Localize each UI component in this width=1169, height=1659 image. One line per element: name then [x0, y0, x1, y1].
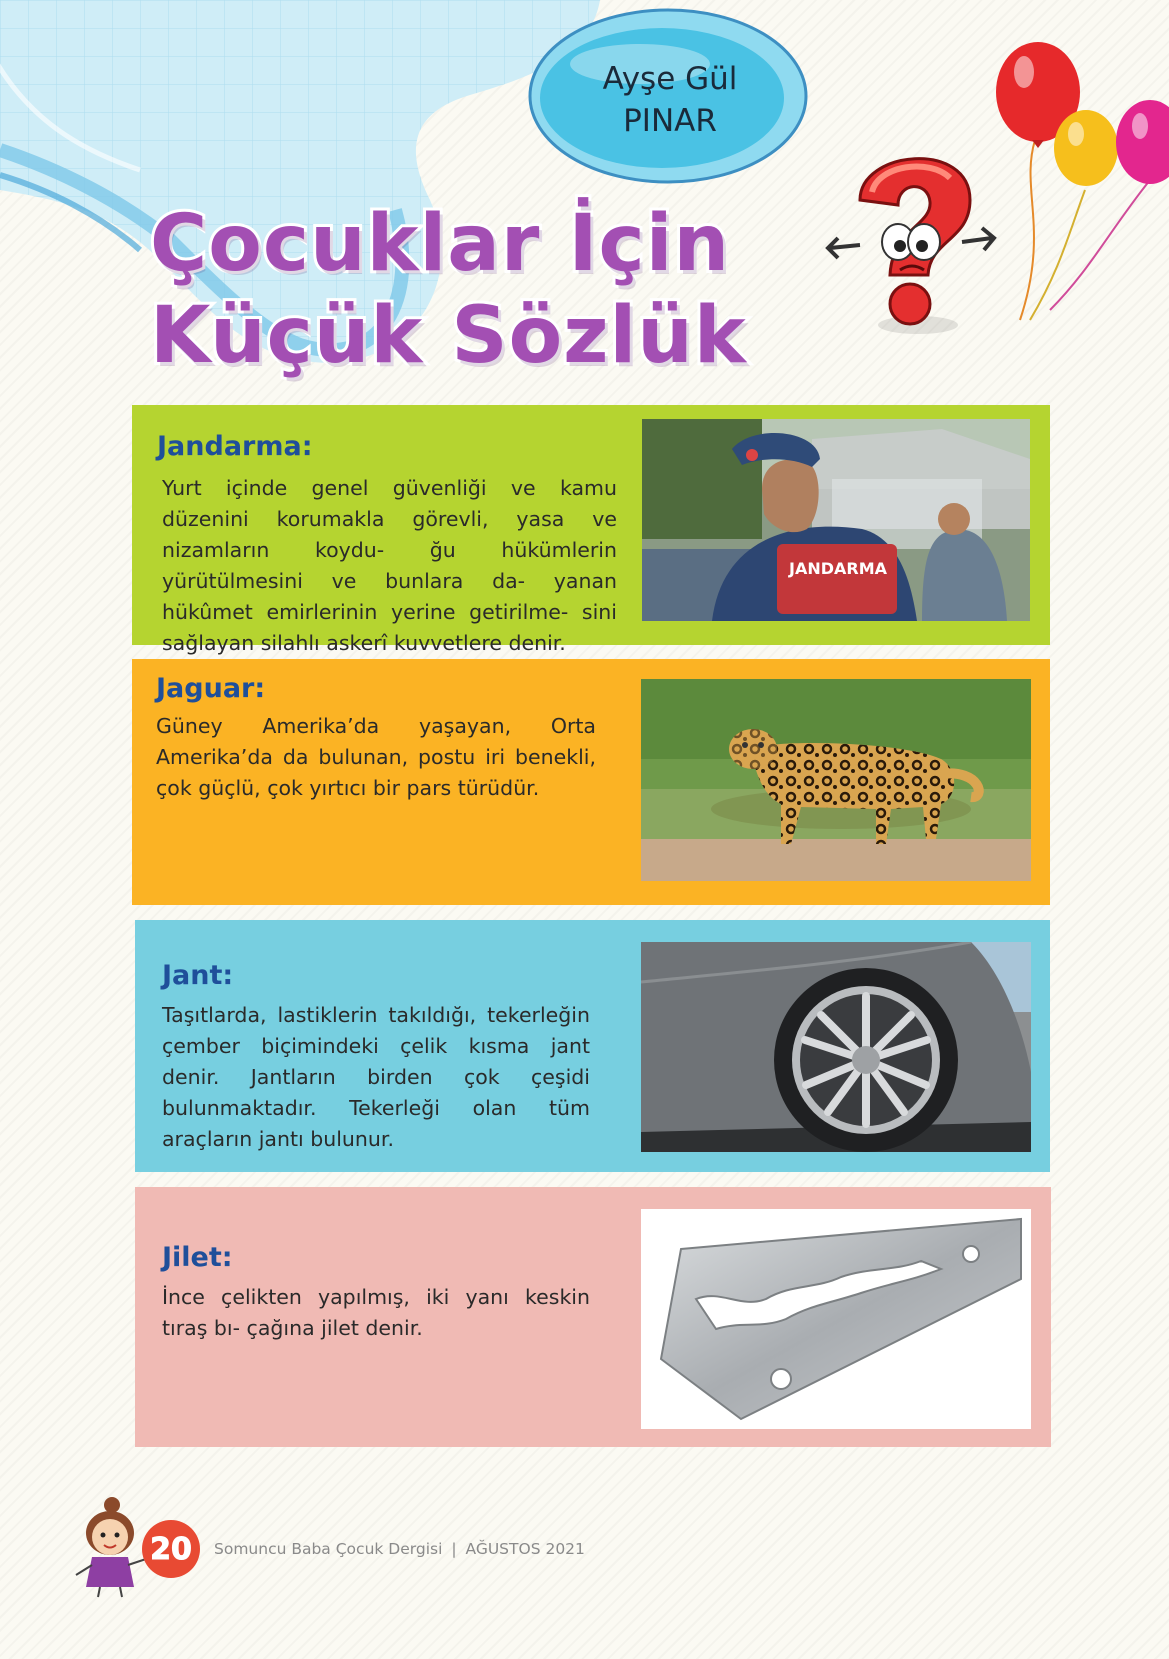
entry-definition: İnce çelikten yapılmış, iki yanı keskin tıraş bı- çağına jilet denir. [162, 1285, 590, 1340]
vest-label: JANDARMA [789, 559, 888, 578]
title-line-2: Küçük Sözlük [150, 291, 747, 381]
entry-word: Jaguar: [156, 673, 266, 704]
entry-card-jaguar [132, 659, 1050, 905]
razor-blade-photo [641, 1209, 1031, 1429]
magazine-name: Somuncu Baba Çocuk Dergisi [214, 1540, 443, 1558]
entry-card-jandarma [132, 405, 1050, 655]
balloons-icon [990, 30, 1169, 330]
girl-mascot-icon [70, 1495, 150, 1600]
page-title [150, 198, 790, 382]
jaguar-photo [641, 679, 1031, 881]
footer-separator: | [451, 1540, 457, 1558]
title-line-1: Çocuklar İçin [150, 199, 730, 289]
author-first-name: Ayşe Gül [602, 61, 738, 97]
footer-text [214, 1540, 585, 1558]
entry-word: Jant: [162, 960, 234, 991]
author-bubble [530, 20, 810, 180]
author-last-name: PINAR [623, 103, 717, 139]
issue-date: AĞUSTOS 2021 [465, 1540, 585, 1558]
entry-word: Jandarma: [157, 431, 313, 462]
entry-definition: Güney Amerika’da yaşayan, Orta Amerika’da da bulunan, postu iri benekli, çok güçlü, çok yırtıcı bir pars türüdür. [156, 714, 596, 800]
entry-definition: Taşıtlarda, lastiklerin takıldığı, tekerleğin çember biçimindeki çelik kısma jant denir. Jantların birden çok çeşidi bulunmaktadır. Tekerleği olan tüm araçların jantı bulunur. [162, 1003, 590, 1151]
page-number: 20 [142, 1520, 200, 1578]
entry-definition: Yurt içinde genel güvenliği ve kamu düzenini korumakla görevli, yasa ve nizamların koydu- ğu hükümlerin yürütülmesini ve bunlara da- yanan hükûmet emirlerinin yerine getirilme- sini sağlayan silahlı askerî kuvvetlere denir. [162, 476, 617, 655]
question-mark-mascot-icon [820, 130, 1000, 340]
wheel [774, 968, 958, 1152]
entry-word: Jilet: [162, 1242, 233, 1273]
car-rim-photo [641, 942, 1031, 1152]
gendarme-photo [642, 419, 1030, 621]
entry-card-jilet [135, 1187, 1051, 1447]
entry-card-jant [135, 920, 1050, 1172]
